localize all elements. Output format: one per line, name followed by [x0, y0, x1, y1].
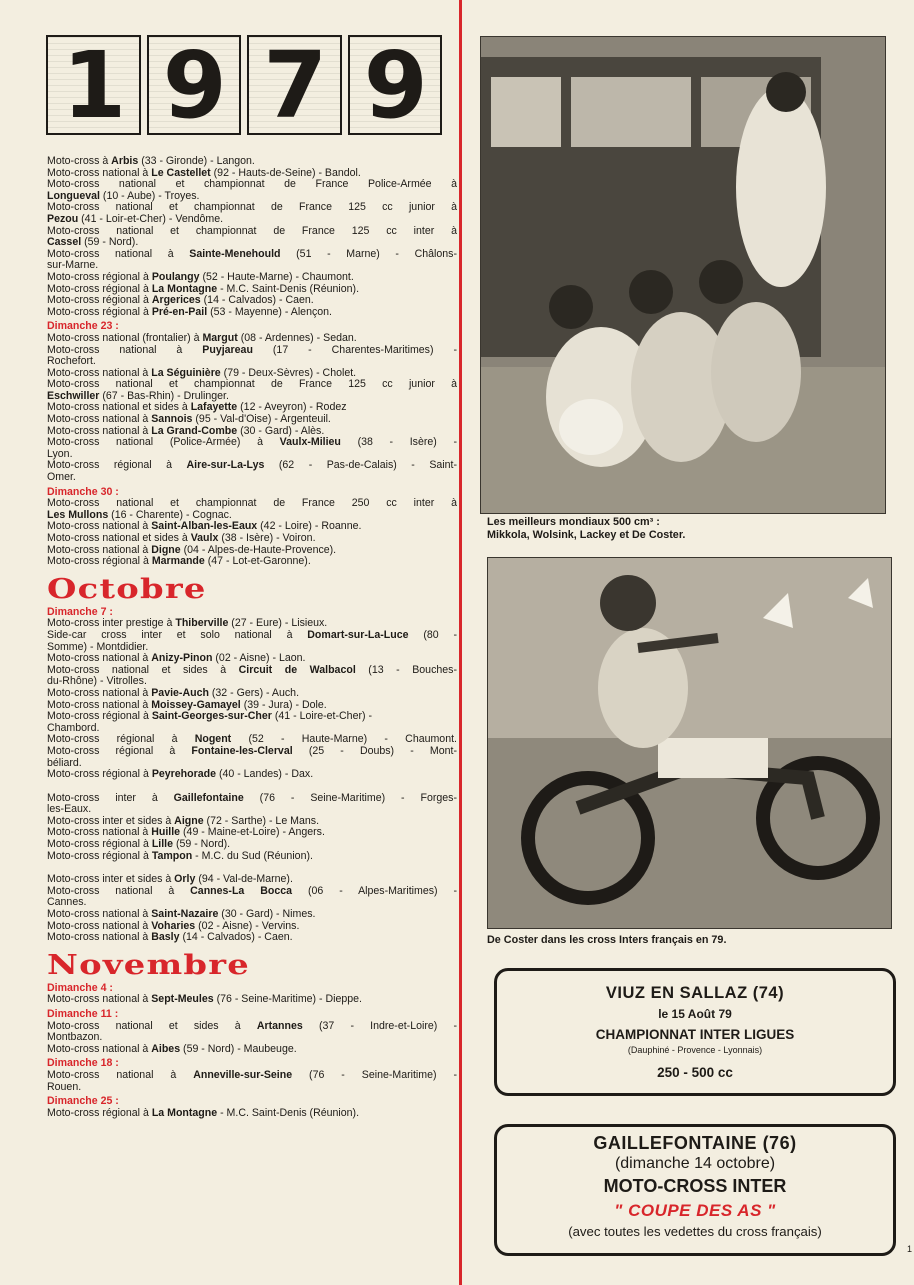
entry-venue: Sannois — [151, 413, 193, 426]
entry-text: Moto-cross national et championnat de France 250 cc inter à — [47, 497, 457, 510]
entry-detail: (30 - Gard) - Alès. — [237, 424, 325, 437]
entry-venue: Fontaine-les-Clerval — [191, 744, 293, 757]
entry-text: Moto-cross national et sides à — [47, 1019, 257, 1032]
day-heading: Dimanche 18 : — [47, 1057, 119, 1070]
entry-venue: Longueval — [47, 189, 100, 202]
entry-text: Moto-cross national à — [47, 908, 152, 921]
entry-detail: (67 - Bas-Rhin) - Drulinger. — [99, 389, 229, 402]
entry-text: Moto-cross régional à — [47, 459, 187, 472]
entry-venue: Gaillefontaine — [173, 791, 244, 804]
calendar-entry — [47, 1044, 457, 1056]
entry-venue: Saint-Georges-sur-Cher — [151, 710, 272, 723]
year-digit: 7 — [247, 35, 342, 135]
entry-text: Rochefort. — [47, 355, 96, 368]
entry-detail: (47 - Lot-et-Garonne). — [204, 555, 311, 568]
entry-venue: Lille — [151, 838, 174, 851]
entry-text: Moto-cross régional à — [47, 270, 152, 283]
entry-venue: Argerices — [151, 294, 201, 307]
entry-venue: Aire-sur-La-Lys — [186, 459, 265, 472]
entry-detail: (42 - Loire) - Roanne. — [257, 520, 362, 533]
entry-venue: Marmande — [151, 555, 205, 568]
caption-line: Les meilleurs mondiaux 500 cm³ : — [487, 516, 660, 528]
entry-text: Moto-cross national à — [47, 1068, 194, 1081]
year-heading — [46, 35, 442, 135]
entry-text: Omer. — [47, 471, 76, 484]
year-digit: 1 — [46, 35, 141, 135]
entry-text: Moto-cross inter prestige à — [47, 617, 176, 630]
entry-detail: (14 - Calvados) - Caen. — [200, 294, 314, 307]
calendar-entry — [47, 1082, 457, 1094]
entry-text: Moto-cross national à — [47, 826, 152, 839]
entry-venue: Vaulx — [190, 532, 219, 544]
calendar-entry — [47, 345, 457, 357]
calendar-entry — [47, 886, 457, 898]
photo2-caption: De Coster dans les cross Inters français en 79. — [487, 934, 727, 946]
entry-text: Moto-cross régional à — [47, 744, 192, 757]
calendar-entry — [47, 851, 457, 863]
entry-venue: Huille — [151, 826, 181, 839]
entry-text: Moto-cross régional à — [47, 282, 152, 295]
calendar-entry — [47, 249, 457, 261]
calendar-entry — [47, 746, 457, 758]
entry-venue: Saint-Alban-les-Eaux — [151, 520, 258, 533]
year-digit: 9 — [147, 35, 242, 135]
entry-detail: (08 - Ardennes) - Sedan. — [237, 331, 357, 344]
entry-detail: (38 - Isère) - Voiron. — [218, 532, 316, 544]
entry-venue: Puyjareau — [202, 343, 253, 356]
entry-detail: (33 - Gironde) - Langon. — [138, 155, 255, 167]
entry-venue: Lafayette — [190, 401, 238, 414]
entry-text: Moto-cross national à — [47, 686, 152, 699]
entry-text: sur-Marne. — [47, 259, 99, 272]
entry-venue: Thiberville — [175, 617, 229, 630]
entry-venue: Cannes-La Bocca — [190, 884, 293, 897]
day-heading: Dimanche 4 : — [47, 981, 113, 994]
entry-venue: Pré-en-Pail — [151, 305, 208, 318]
entry-text: Moto-cross régional à — [47, 1106, 152, 1119]
entry-detail: (92 - Hauts-de-Seine) - Bandol. — [210, 166, 361, 179]
entry-text: Moto-cross national à — [47, 919, 152, 932]
entry-detail: (72 - Sarthe) - Le Mans. — [203, 814, 320, 827]
entry-venue: Le Castellet — [151, 166, 211, 179]
calendar-entry — [47, 711, 457, 723]
entry-text: Moto-cross régional à — [47, 849, 152, 862]
entry-text: Moto-cross national à — [47, 543, 152, 556]
entry-text: Moto-cross national (frontalier) à — [47, 331, 203, 344]
entry-detail: (10 - Aube) - Troyes. — [99, 189, 200, 202]
entry-venue: Circuit de Walbacol — [238, 663, 356, 676]
entry-detail: (76 - Seine-Maritime) - Forges- — [243, 791, 457, 804]
entry-detail: (41 - Loire-et-Cher) - — [271, 710, 372, 723]
photo1-caption — [487, 516, 685, 541]
entry-detail: (39 - Jura) - Dole. — [240, 698, 327, 711]
entry-detail: (79 - Deux-Sèvres) - Cholet. — [220, 366, 357, 379]
event-box-gaillefontaine — [494, 1124, 896, 1256]
entry-venue: Les Mullons — [47, 508, 109, 521]
entry-text: Moto-cross inter et sides à — [47, 814, 175, 827]
entry-text: Moto-cross national et championnat de France 125 cc junior à — [47, 201, 457, 214]
entry-venue: Arbis — [111, 155, 139, 167]
entry-text: Moto-cross national à — [47, 520, 152, 533]
entry-venue: Artannes — [256, 1019, 303, 1032]
entry-venue: Sept-Meules — [151, 993, 214, 1006]
entry-text: Moto-cross régional à — [47, 555, 152, 568]
entry-text: Moto-cross national à — [47, 698, 152, 711]
entry-venue: Nogent — [194, 733, 232, 746]
entry-text: Moto-cross national à — [47, 652, 152, 665]
calendar-entry — [47, 1070, 457, 1082]
entry-venue: Basly — [151, 931, 180, 944]
entry-detail: (76 - Seine-Maritime) - — [292, 1068, 457, 1081]
entry-detail: (62 - Pas-de-Calais) - Saint- — [264, 459, 457, 472]
entry-text: Montbazon. — [47, 1031, 103, 1044]
entry-detail: (12 - Aveyron) - Rodez — [237, 401, 347, 414]
entry-text: Moto-cross national et sides à — [47, 663, 239, 676]
entry-text: Rouen. — [47, 1080, 82, 1093]
box-title: VIUZ EN SALLAZ (74) — [605, 984, 785, 1002]
entry-text: Moto-cross à — [47, 155, 112, 167]
entry-detail: (06 - Alpes-Maritimes) - — [292, 884, 457, 897]
day-heading: Dimanche 11 : — [47, 1008, 119, 1020]
entry-detail: (30 - Gard) - Nimes. — [218, 908, 316, 921]
entry-text: Moto-cross national à — [47, 343, 203, 356]
photo-image — [481, 37, 885, 513]
entry-detail: (59 - Nord) - Maubeuge. — [180, 1042, 297, 1055]
day-heading: Dimanche 25 : — [47, 1095, 119, 1108]
entry-detail: (41 - Loir-et-Cher) - Vendôme. — [78, 212, 224, 225]
entry-text: Moto-cross national à — [47, 884, 191, 897]
entry-detail: (02 - Aisne) - Laon. — [212, 652, 306, 665]
day-heading: Dimanche 23 : — [47, 320, 119, 333]
calendar-entry — [47, 769, 457, 781]
entry-text: Moto-cross national à — [47, 247, 190, 260]
entry-venue: Peyrehorade — [151, 768, 216, 781]
box-event: MOTO-CROSS INTER — [603, 1176, 787, 1196]
entry-text: Moto-cross régional à — [47, 768, 152, 781]
box-regions: (Dauphiné - Provence - Lyonnais) — [627, 1045, 763, 1055]
entry-text: Moto-cross régional à — [47, 710, 152, 723]
box-championship: CHAMPIONNAT INTER LIGUES — [595, 1027, 795, 1042]
entry-detail: - M.C. du Sud (Réunion). — [192, 849, 313, 862]
entry-venue: Anneville-sur-Seine — [193, 1068, 293, 1081]
entry-text: Moto-cross régional à — [47, 838, 152, 851]
box-note: (avec toutes les vedettes du cross français) — [568, 1224, 822, 1239]
entry-detail: (95 - Val-d'Oise) - Argenteuil. — [192, 413, 331, 426]
entry-text: Moto-cross régional à — [47, 305, 152, 318]
entry-text: Side-car cross inter et solo national à — [47, 628, 308, 641]
entry-text: Moto-cross régional à — [47, 733, 195, 746]
entry-venue: Margut — [202, 331, 238, 344]
entry-detail: - M.C. Saint-Denis (Réunion). — [217, 282, 360, 295]
calendar-column — [47, 156, 457, 1119]
calendar-entry — [47, 460, 457, 472]
entry-text: Moto-cross national et sides à — [47, 532, 191, 544]
entry-detail: - M.C. Saint-Denis (Réunion). — [217, 1106, 360, 1119]
entry-venue: Pavie-Auch — [151, 686, 209, 699]
entry-detail: (02 - Aisne) - Vervins. — [195, 919, 300, 932]
entry-detail: (51 - Marne) - Châlons- — [280, 247, 457, 260]
entry-venue: Anizy-Pinon — [151, 652, 213, 665]
entry-venue: Poulangy — [151, 270, 200, 283]
entry-venue: Digne — [151, 543, 181, 556]
page-number: 1 — [907, 1244, 913, 1254]
event-box-viuz — [494, 968, 896, 1096]
caption-line: Mikkola, Wolsink, Lackey et De Coster. — [487, 528, 686, 541]
entry-venue: Tampon — [151, 849, 193, 862]
entry-text: Moto-cross national à — [47, 424, 152, 437]
photo-image — [488, 558, 891, 928]
entry-text: Moto-cross national (Police-Armée) à — [47, 436, 280, 449]
entry-text: Moto-cross national et championnat de France Police-Armée à — [47, 178, 457, 191]
entry-detail: (32 - Gers) - Auch. — [208, 686, 300, 699]
calendar-entry — [47, 307, 457, 319]
entry-venue: Sainte-Menehould — [189, 247, 281, 260]
entry-venue: Eschwiller — [47, 389, 100, 402]
day-heading: Dimanche 30 : — [47, 485, 119, 498]
entry-detail: (59 - Nord). — [81, 236, 139, 249]
entry-text: Lyon. — [47, 447, 73, 460]
entry-detail: (76 - Seine-Maritime) - Dieppe. — [213, 993, 362, 1006]
entry-text: Chambord. — [47, 721, 100, 734]
box-date: (dimanche 14 octobre) — [614, 1155, 776, 1172]
entry-detail: (17 - Charentes-Maritimes) - — [252, 343, 457, 356]
entry-text: Moto-cross inter et sides à — [47, 873, 175, 886]
month-heading: Novembre — [47, 949, 251, 981]
entry-text: Moto-cross national à — [47, 1042, 152, 1055]
entry-venue: Orly — [174, 873, 196, 886]
box-title: GAILLEFONTAINE (76) — [593, 1133, 797, 1153]
calendar-entry — [47, 1021, 457, 1033]
entry-venue: Vaulx-Milieu — [279, 436, 341, 449]
calendar-entry — [47, 793, 457, 805]
entry-text: Moto-cross national à — [47, 366, 152, 379]
calendar-entry — [47, 437, 457, 449]
entry-detail: (52 - Haute-Marne) - Chaumont. — [199, 270, 354, 283]
entry-text: Moto-cross national à — [47, 993, 152, 1006]
photo-riders-seated — [480, 36, 886, 514]
calendar-entry — [47, 472, 457, 484]
entry-venue: La Grand-Combe — [151, 424, 238, 437]
entry-detail: (16 - Charente) - Cognac. — [108, 508, 232, 521]
day-heading: Dimanche 7 : — [47, 605, 113, 618]
entry-venue: Aibes — [151, 1042, 181, 1055]
entry-text: Cannes. — [47, 896, 87, 909]
entry-venue: Aigne — [174, 814, 204, 827]
entry-detail: (04 - Alpes-de-Haute-Provence). — [180, 543, 337, 556]
entry-text: Moto-cross régional à — [47, 294, 152, 307]
entry-venue: Pezou — [47, 212, 79, 225]
entry-text: Moto-cross national et championnat de France 125 cc inter à — [47, 224, 457, 237]
box-classes: 250 - 500 cc — [657, 1065, 733, 1080]
year-digit: 9 — [348, 35, 443, 135]
entry-detail: (49 - Maine-et-Loire) - Angers. — [180, 826, 325, 839]
entry-detail: (37 - Indre-et-Loire) - — [302, 1019, 457, 1032]
entry-venue: Saint-Nazaire — [151, 908, 219, 921]
entry-text: Somme) - Montdidier. — [47, 640, 149, 653]
month-heading: Octobre — [47, 573, 207, 605]
entry-venue: La Montagne — [151, 1106, 218, 1119]
entry-venue: Cassel — [47, 236, 82, 249]
entry-text: les-Eaux. — [47, 803, 92, 816]
entry-detail: (52 - Haute-Marne) - Chaumont. — [231, 733, 457, 746]
entry-text: Moto-cross national à — [47, 166, 152, 179]
entry-detail: (53 - Mayenne) - Alençon. — [207, 305, 332, 318]
entry-detail: (27 - Eure) - Lisieux. — [228, 617, 328, 630]
entry-text: Moto-cross inter à — [47, 791, 174, 804]
calendar-entry — [47, 994, 457, 1006]
entry-text: Moto-cross national et sides à — [47, 401, 191, 414]
entry-text: Moto-cross national et championnat de France 125 cc junior à — [47, 378, 457, 391]
box-date: le 15 Août 79 — [658, 1007, 732, 1021]
photo-rider-on-bike — [487, 557, 892, 929]
entry-detail: (38 - Isère) - — [340, 436, 457, 449]
entry-venue: Moissey-Gamayel — [151, 698, 241, 711]
entry-detail: (40 - Landes) - Dax. — [216, 768, 314, 781]
entry-detail: (80 - — [408, 628, 457, 641]
entry-text: Moto-cross national à — [47, 931, 152, 944]
entry-venue: La Séguinière — [151, 366, 221, 379]
box-cup: " COUPE DES AS " — [614, 1201, 776, 1220]
calendar-entry — [47, 932, 457, 944]
entry-venue: La Montagne — [151, 282, 218, 295]
entry-text: Moto-cross national à — [47, 413, 152, 426]
entry-detail: (14 - Calvados) - Caen. — [179, 931, 293, 944]
column-divider — [459, 0, 462, 1285]
entry-detail: (25 - Doubs) - Mont- — [292, 744, 457, 757]
entry-text: béliard. — [47, 756, 82, 769]
entry-detail: (13 - Bouches- — [355, 663, 457, 676]
entry-text: du-Rhône) - Vitrolles. — [47, 675, 147, 688]
entry-detail: (94 - Val-de-Marne). — [195, 873, 293, 886]
entry-venue: Voharies — [151, 919, 196, 932]
entry-venue: Domart-sur-La-Luce — [307, 628, 409, 641]
entry-detail: (59 - Nord). — [173, 838, 231, 851]
calendar-entry — [47, 556, 457, 568]
calendar-entry — [47, 1108, 457, 1120]
